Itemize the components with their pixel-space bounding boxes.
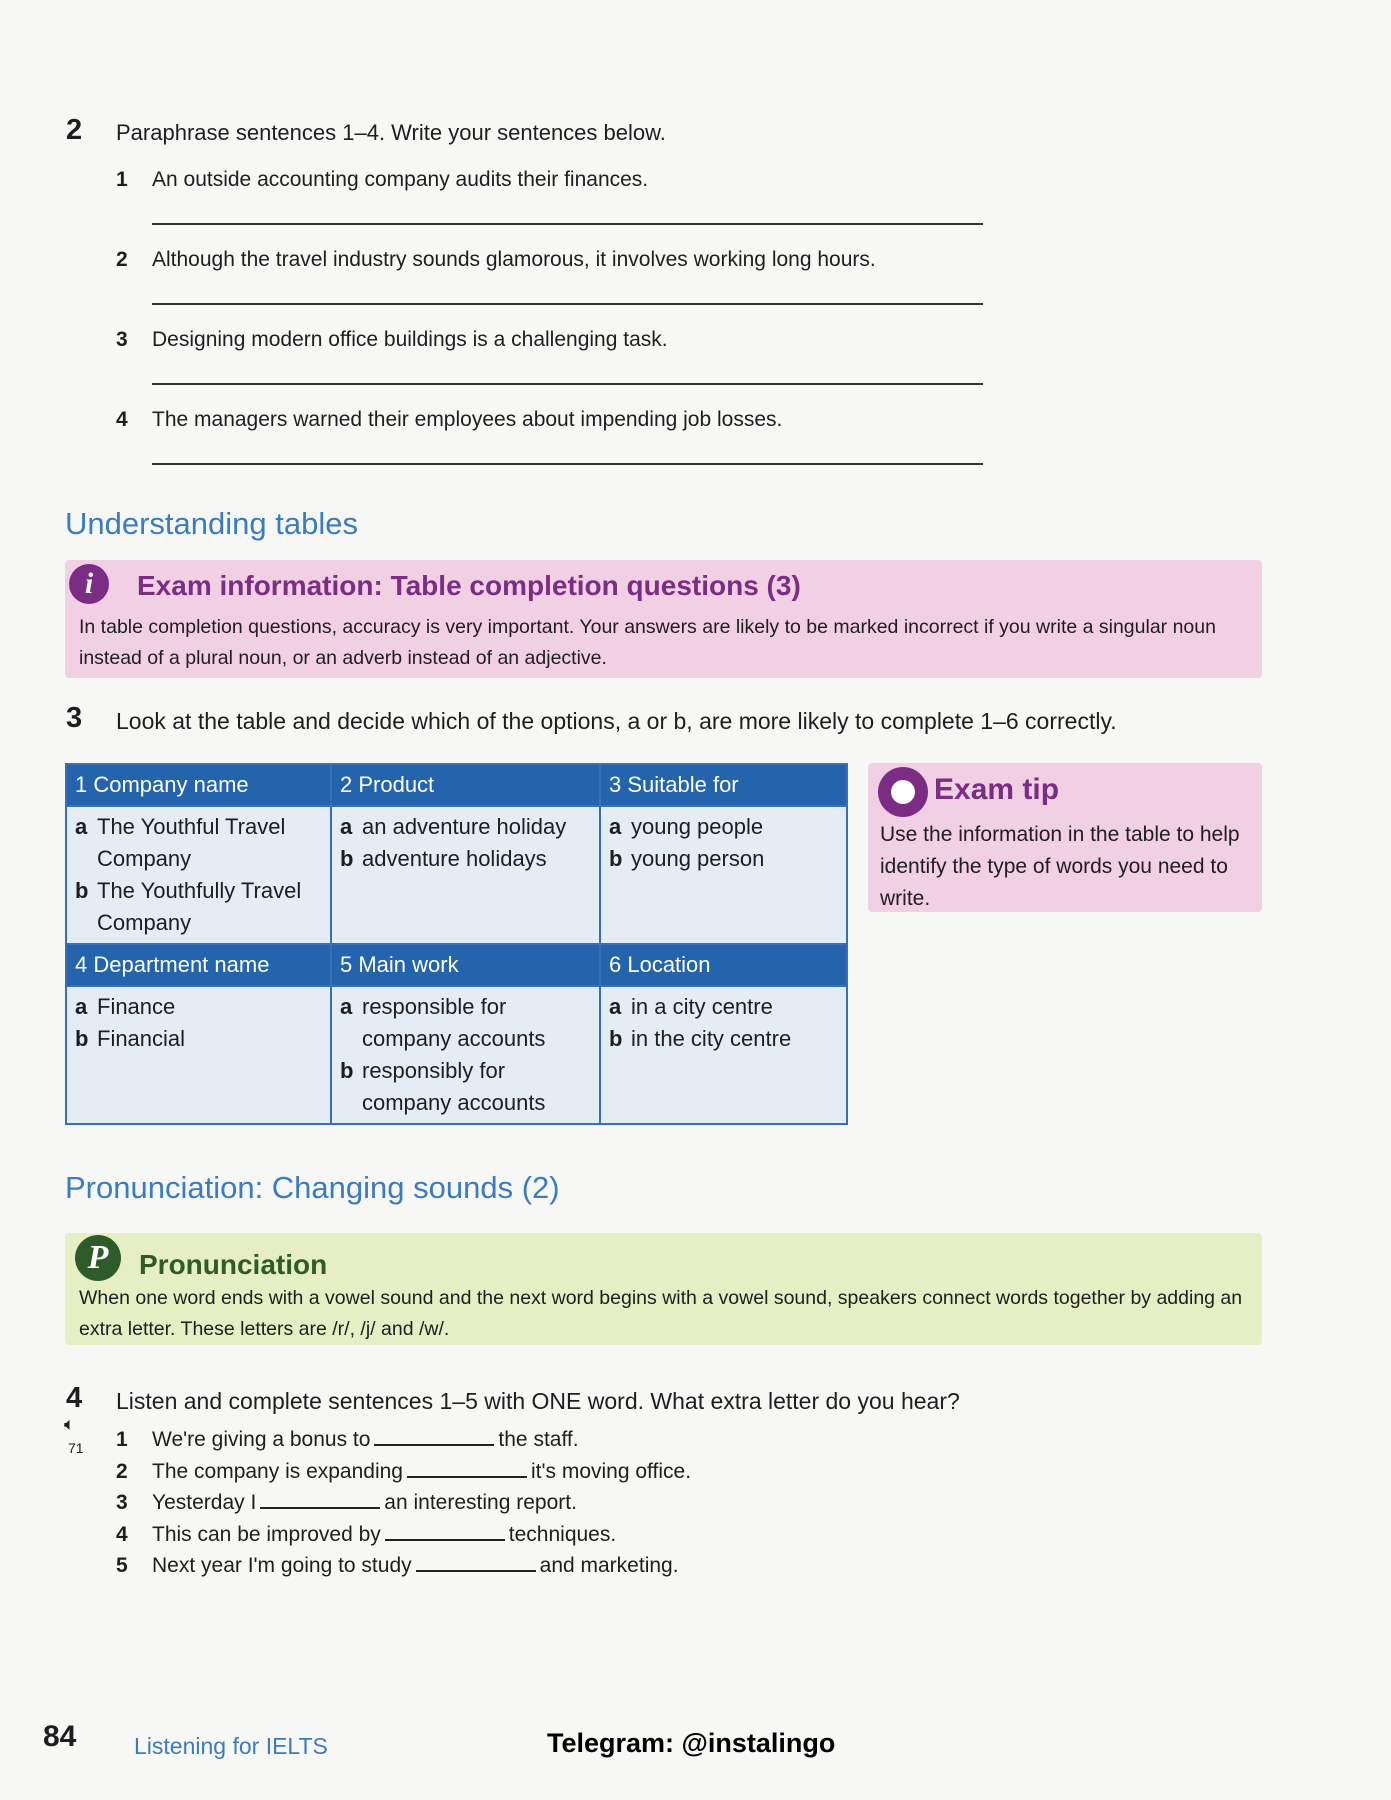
exercise-instruction: Listen and complete sentences 1–5 with ONE word. What extra letter do you hear? xyxy=(116,1388,960,1414)
list-item xyxy=(116,1523,616,1547)
answer-blank[interactable] xyxy=(385,1539,505,1541)
option-letter: a xyxy=(609,814,622,839)
page-number: 84 xyxy=(43,1720,77,1753)
option xyxy=(75,1023,322,1055)
option-letter: a xyxy=(75,994,88,1019)
option-letter: b xyxy=(609,846,623,871)
answer-line[interactable] xyxy=(152,223,983,225)
table-cell xyxy=(66,806,331,944)
option xyxy=(340,1055,591,1119)
item-number: 4 xyxy=(116,408,128,431)
option xyxy=(340,843,591,875)
option xyxy=(75,875,322,939)
list-item xyxy=(116,1428,579,1452)
option xyxy=(609,991,838,1023)
book-title: Listening for IELTS xyxy=(134,1733,328,1759)
option-text: an adventure holiday xyxy=(362,814,567,839)
option-letter: b xyxy=(340,1058,354,1083)
item-number: 1 xyxy=(116,168,128,191)
telegram-watermark: Telegram: @instalingo xyxy=(547,1728,836,1758)
item-sentence: Although the travel industry sounds glamorous, it involves working long hours. xyxy=(152,248,876,271)
item-number: 5 xyxy=(116,1554,128,1577)
exam-tip-title: Exam tip xyxy=(934,773,1060,806)
table-header: 6 Location xyxy=(600,944,847,986)
pronunciation-icon: P xyxy=(75,1235,121,1281)
audio-icon[interactable]: 🔈︎ xyxy=(64,1414,75,1434)
option xyxy=(75,991,322,1023)
table-cell xyxy=(66,986,331,1124)
completion-table xyxy=(65,763,848,1125)
lightbulb-icon xyxy=(878,767,928,817)
answer-line[interactable] xyxy=(152,303,983,305)
answer-blank[interactable] xyxy=(407,1476,527,1478)
pronunciation-title: Pronunciation xyxy=(139,1249,328,1280)
option-text: in a city centre xyxy=(631,994,773,1019)
list-item xyxy=(116,1554,679,1578)
sentence-start: We're giving a bonus to xyxy=(152,1428,371,1451)
option-letter: b xyxy=(75,1026,89,1051)
option xyxy=(75,811,322,875)
sentence-start: This can be improved by xyxy=(152,1522,381,1546)
exercise-instruction: Paraphrase sentences 1–4. Write your sentences below. xyxy=(116,120,666,145)
option-text: in the city centre xyxy=(631,1026,792,1051)
item-number: 3 xyxy=(116,328,128,351)
answer-line[interactable] xyxy=(152,383,983,385)
item-number: 1 xyxy=(116,1428,128,1451)
option-text: The Youthfully Travel Company xyxy=(97,878,302,935)
option-text: The Youthful Travel Company xyxy=(97,814,286,871)
item-number: 3 xyxy=(116,1491,128,1514)
option-letter: b xyxy=(609,1026,623,1051)
answer-blank[interactable] xyxy=(260,1507,380,1509)
sentence-end: it's moving office. xyxy=(531,1459,692,1483)
info-icon: i xyxy=(69,564,109,604)
table-header: 5 Main work xyxy=(331,944,600,986)
answer-blank[interactable] xyxy=(374,1444,494,1446)
section-title: Understanding tables xyxy=(65,506,358,541)
exercise-instruction: Look at the table and decide which of the options, a or b, are more likely to complete 1–6 correctly. xyxy=(116,708,1117,734)
table-header-row xyxy=(66,764,847,806)
option-text: young person xyxy=(631,846,765,871)
option-text: Financial xyxy=(97,1026,186,1051)
exam-tip-body: Use the information in the table to help identify the type of words you need to write. xyxy=(880,823,1240,910)
option-letter: a xyxy=(609,994,622,1019)
sentence-start: The company is expanding xyxy=(152,1459,403,1483)
table-row xyxy=(66,806,847,944)
table-header-row xyxy=(66,944,847,986)
sentence-end: techniques. xyxy=(508,1522,617,1546)
table-cell xyxy=(600,986,847,1124)
table-cell xyxy=(600,806,847,944)
option-text: young people xyxy=(631,814,764,839)
pronunciation-body: When one word ends with a vowel sound and the next word begins with a vowel sound, speakers connect words together by adding an extra letter. These letters are /r/, /j/ and /w/. xyxy=(79,1287,1243,1340)
exercise-number: 4 xyxy=(66,1382,83,1414)
option-letter: a xyxy=(75,814,88,839)
option-text: responsibly for company accounts xyxy=(362,1058,546,1115)
option-letter: a xyxy=(340,814,353,839)
exam-info-title: Exam information: Table completion questions (3) xyxy=(137,570,801,601)
audio-track-number: 71 xyxy=(68,1440,84,1456)
list-item xyxy=(116,1491,577,1515)
sentence-end: the staff. xyxy=(498,1428,579,1451)
pronunciation-box xyxy=(65,1233,1262,1345)
exercise-number: 2 xyxy=(66,114,83,146)
sentence-end: an interesting report. xyxy=(384,1491,577,1514)
option xyxy=(609,811,838,843)
table-row xyxy=(66,986,847,1124)
list-item xyxy=(116,1460,691,1484)
item-sentence: The managers warned their employees about impending job losses. xyxy=(152,408,783,431)
option xyxy=(340,991,591,1055)
option-letter: b xyxy=(75,878,89,903)
sentence-start: Yesterday I xyxy=(152,1491,257,1514)
item-sentence: Designing modern office buildings is a challenging task. xyxy=(152,328,668,351)
option-letter: b xyxy=(340,846,354,871)
table-header: 4 Department name xyxy=(66,944,331,986)
answer-line[interactable] xyxy=(152,463,983,465)
exam-info-box xyxy=(65,560,1262,678)
answer-blank[interactable] xyxy=(416,1570,536,1572)
sentence-end: and marketing. xyxy=(539,1554,679,1577)
exam-tip-box xyxy=(868,763,1262,912)
item-number: 2 xyxy=(116,248,128,271)
section-title: Pronunciation: Changing sounds (2) xyxy=(65,1170,560,1205)
option xyxy=(609,843,838,875)
table-header: 2 Product xyxy=(331,764,600,806)
item-number: 4 xyxy=(116,1522,128,1546)
exam-info-body: In table completion questions, accuracy is very important. Your answers are likely to be marked incorrect if you write a singular noun instead of a plural noun, or an adverb instead of an adjective. xyxy=(79,616,1216,669)
item-number: 2 xyxy=(116,1459,128,1483)
table-header: 3 Suitable for xyxy=(600,764,847,806)
table-header: 1 Company name xyxy=(66,764,331,806)
exercise-number: 3 xyxy=(66,702,83,734)
option xyxy=(340,811,591,843)
table-cell xyxy=(331,806,600,944)
option-letter: a xyxy=(340,994,353,1019)
option-text: responsible for company accounts xyxy=(362,994,546,1051)
option xyxy=(609,1023,838,1055)
option-text: adventure holidays xyxy=(362,846,547,871)
item-sentence: An outside accounting company audits their finances. xyxy=(152,168,649,191)
sentence-start: Next year I'm going to study xyxy=(152,1554,412,1577)
option-text: Finance xyxy=(97,994,176,1019)
table-cell xyxy=(331,986,600,1124)
